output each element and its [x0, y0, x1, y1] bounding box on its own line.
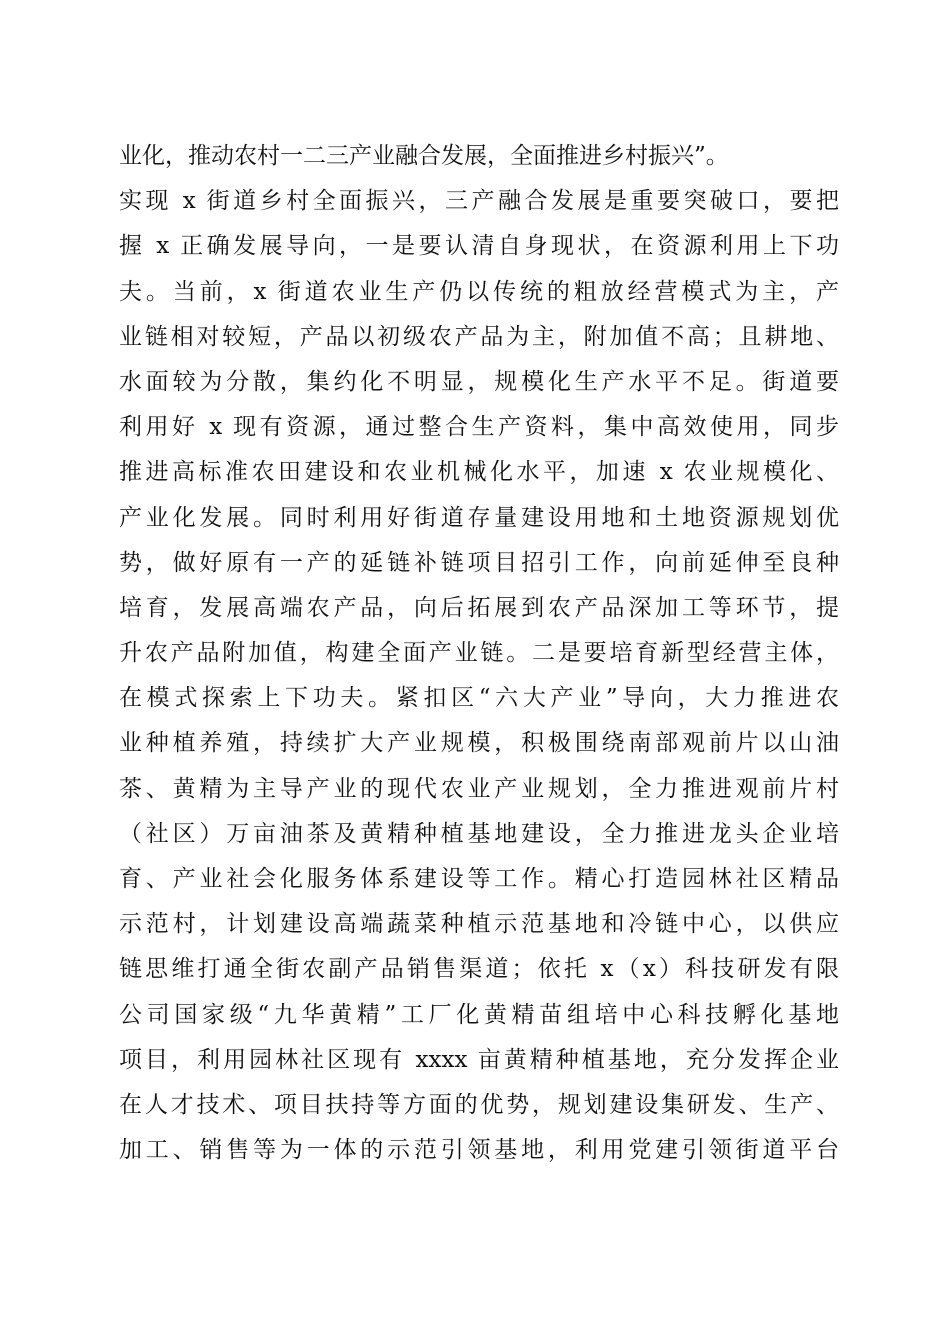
text-line: 升农产品附加值，构建全面产业链。二是要培育新型经营主体，	[119, 640, 839, 667]
text-line: 推进高标准农田建设和农业机械化水平，加速 x 农业规模化、	[119, 459, 839, 486]
text-line: 业链相对较短，产品以初级农产品为主，附加值不高；且耕地、	[119, 323, 839, 350]
text-line: 链思维打通全街农副产品销售渠道；依托 x（x）科技研发有限	[119, 956, 839, 983]
text-line: 在人才技术、项目扶持等方面的优势，规划建设集研发、生产、	[119, 1091, 839, 1118]
text-line: 握 x 正确发展导向，一是要认清自身现状，在资源利用上下功	[119, 233, 839, 260]
text-line: 茶、黄精为主导产业的现代农业产业规划，全力推进观前片村	[119, 775, 839, 802]
text-line: 公司国家级“九华黄精”工厂化黄精苗组培中心科技孵化基地	[119, 1001, 839, 1028]
text-line: 示范村，计划建设高端蔬菜种植示范基地和冷链中心，以供应	[119, 911, 839, 938]
text-line: 产业化发展。同时利用好街道存量建设用地和土地资源规划优	[119, 504, 839, 531]
text-line: 育、产业社会化服务体系建设等工作。精心打造园林社区精品	[119, 866, 839, 892]
text-line: 利用好 x 现有资源，通过整合生产资料，集中高效使用，同步	[119, 414, 839, 441]
text-line: 项目，利用园林社区现有 xxxx 亩黄精种植基地，充分发挥企业	[119, 1046, 839, 1073]
text-line: 业化，推动农村一二三产业融合发展，全面推进乡村振兴”。	[119, 143, 729, 169]
text-line: 水面较为分散，集约化不明显，规模化生产水平不足。街道要	[119, 368, 839, 395]
text-line: 夫。当前，x 街道农业生产仍以传统的粗放经营模式为主，产	[119, 278, 839, 305]
body-text	[119, 134, 839, 1173]
text-line: 培育，发展高端农产品，向后拓展到农产品深加工等环节，提	[119, 594, 839, 621]
text-line: 实现 x 街道乡村全面振兴，三产融合发展是重要突破口，要把	[119, 188, 839, 215]
text-line: 势，做好原有一产的延链补链项目招引工作，向前延伸至良种	[119, 549, 839, 576]
text-line: （社区）万亩油茶及黄精种植基地建设，全力推进龙头企业培	[119, 820, 839, 847]
text-line: 业种植养殖，持续扩大产业规模，积极围绕南部观前片以山油	[119, 730, 839, 757]
text-line: 在模式探索上下功夫。紧扣区“六大产业”导向，大力推进农	[119, 685, 839, 712]
text-line: 加工、销售等为一体的示范引领基地，利用党建引领街道平台	[119, 1137, 839, 1164]
